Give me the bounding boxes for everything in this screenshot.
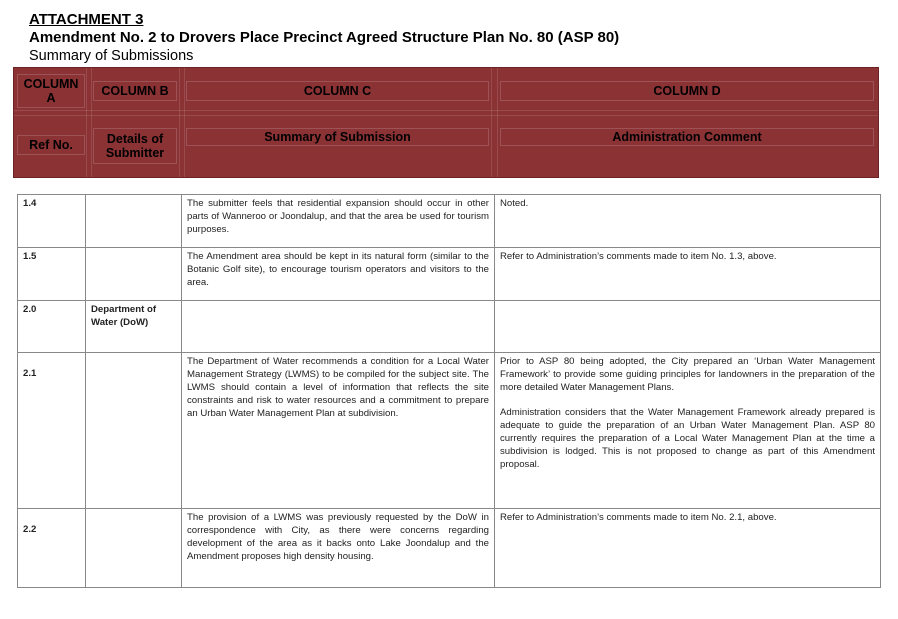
comment-paragraph: Prior to ASP 80 being adopted, the City prepared an ‘Urban Water Management Framework’ to provide some guiding principles for landowners in the preparation of the more detailed Water Management Plans. bbox=[500, 356, 875, 393]
column-header-band bbox=[13, 67, 879, 178]
comment-cell bbox=[495, 353, 881, 509]
submitter-cell: Department of Water (DoW) bbox=[86, 301, 182, 353]
table-row bbox=[18, 353, 881, 509]
attachment-label: ATTACHMENT 3 bbox=[29, 11, 144, 28]
comment-cell bbox=[495, 248, 881, 301]
summary-cell: The Amendment area should be kept in its natural form (similar to the Botanic Golf site), to encourage tourism operators and visitors to the area. bbox=[182, 248, 495, 301]
submissions-table bbox=[17, 194, 881, 588]
table-row bbox=[18, 248, 881, 301]
column-b-label: COLUMN B bbox=[93, 81, 177, 101]
document-header bbox=[29, 12, 619, 64]
submitter-cell bbox=[86, 509, 182, 588]
ref-cell: 2.2 bbox=[18, 509, 86, 588]
ref-cell: 2.0 bbox=[18, 301, 86, 353]
submitter-heading: Details of Submitter bbox=[93, 128, 177, 164]
comment-cell bbox=[495, 195, 881, 248]
table-row bbox=[18, 301, 881, 353]
ref-cell: 2.1 bbox=[18, 353, 86, 509]
summary-heading: Summary of Submission bbox=[186, 128, 489, 146]
summary-cell bbox=[182, 301, 495, 353]
comment-paragraph: Refer to Administration’s comments made to item No. 2.1, above. bbox=[500, 512, 777, 523]
submitter-cell bbox=[86, 353, 182, 509]
comment-heading: Administration Comment bbox=[500, 128, 874, 146]
comment-cell bbox=[495, 509, 881, 588]
summary-cell: The provision of a LWMS was previously requested by the DoW in correspondence with City, as there were concerns regarding development of the area as it backs onto Lake Joondalup and the Amendment proposes high density housing. bbox=[182, 509, 495, 588]
column-d-label: COLUMN D bbox=[500, 81, 874, 101]
comment-paragraph: Administration considers that the Water Management Framework already prepared is adequate to guide the preparation of an Urban Water Management Plan. ASP 80 currently requires the preparation of a Local Water Management Plan at the time a subdivision is lodged. This is not proposed to change as part of this Amendment proposal. bbox=[500, 407, 875, 470]
summary-cell: The Department of Water recommends a condition for a Local Water Management Strategy (LWMS) to be compiled for the subject site. The LWMS should contain a level of information that reflects the site constraints and risk to water resources and a commitment to prepare an Urban Water Management Plan at subdivision. bbox=[182, 353, 495, 509]
comment-cell bbox=[495, 301, 881, 353]
ref-no-heading: Ref No. bbox=[17, 135, 85, 155]
submitter-cell bbox=[86, 195, 182, 248]
ref-cell: 1.5 bbox=[18, 248, 86, 301]
subtitle: Summary of Submissions bbox=[29, 48, 194, 64]
comment-paragraph: Noted. bbox=[500, 198, 529, 209]
summary-cell: The submitter feels that residential expansion should occur in other parts of Wanneroo or Joondalup, and that the area be used for tourism purposes. bbox=[182, 195, 495, 248]
column-c-label: COLUMN C bbox=[186, 81, 489, 101]
amendment-title: Amendment No. 2 to Drovers Place Precinct Agreed Structure Plan No. 80 (ASP 80) bbox=[29, 29, 620, 46]
ref-cell: 1.4 bbox=[18, 195, 86, 248]
submitter-cell bbox=[86, 248, 182, 301]
table-row bbox=[18, 509, 881, 588]
table-row bbox=[18, 195, 881, 248]
comment-paragraph: Refer to Administration’s comments made to item No. 1.3, above. bbox=[500, 251, 777, 262]
column-a-label: COLUMN A bbox=[17, 74, 85, 108]
